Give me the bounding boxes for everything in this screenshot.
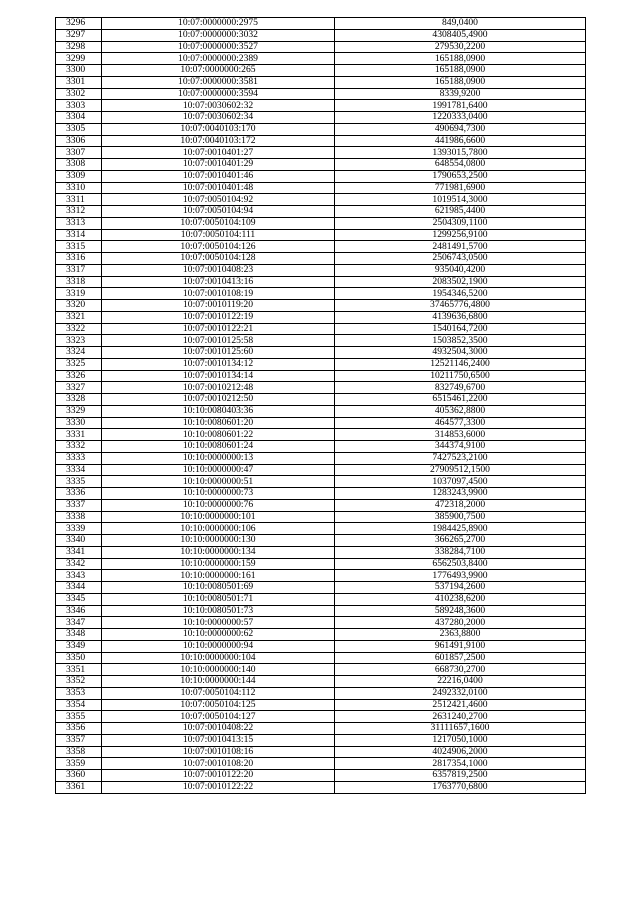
cadastral-number-cell: 10:10:0080601:24 — [102, 441, 335, 453]
value-cell: 165188,0900 — [335, 53, 586, 65]
value-cell: 648554,0800 — [335, 159, 586, 171]
row-number-cell: 3302 — [56, 88, 102, 100]
cadastral-number-cell: 10:10:0000000:62 — [102, 629, 335, 641]
table-row — [56, 217, 586, 229]
row-number-cell: 3361 — [56, 781, 102, 793]
value-cell: 1037097,4500 — [335, 476, 586, 488]
value-cell: 6515461,2200 — [335, 394, 586, 406]
value-cell: 849,0400 — [335, 18, 586, 30]
value-cell: 1763770,6800 — [335, 781, 586, 793]
row-number-cell: 3353 — [56, 687, 102, 699]
value-cell: 338284,7100 — [335, 546, 586, 558]
cadastral-number-cell: 10:07:0050104:92 — [102, 194, 335, 206]
row-number-cell: 3334 — [56, 464, 102, 476]
cadastral-number-cell: 10:07:0010401:48 — [102, 182, 335, 194]
cadastral-number-cell: 10:10:0000000:134 — [102, 546, 335, 558]
value-cell: 4308405,4900 — [335, 29, 586, 41]
cadastral-number-cell: 10:07:0030602:32 — [102, 100, 335, 112]
value-cell: 165188,0900 — [335, 76, 586, 88]
row-number-cell: 3299 — [56, 53, 102, 65]
value-cell: 2817354,1000 — [335, 758, 586, 770]
cadastral-number-cell: 10:10:0080501:69 — [102, 582, 335, 594]
cadastral-number-cell: 10:10:0080501:73 — [102, 605, 335, 617]
cadastral-number-cell: 10:07:0010212:50 — [102, 394, 335, 406]
value-cell: 832749,6700 — [335, 382, 586, 394]
row-number-cell: 3343 — [56, 570, 102, 582]
table-row — [56, 676, 586, 688]
row-number-cell: 3297 — [56, 29, 102, 41]
cadastral-number-cell: 10:07:0010122:20 — [102, 770, 335, 782]
table-row — [56, 335, 586, 347]
cadastral-number-cell: 10:10:0000000:94 — [102, 640, 335, 652]
table-row — [56, 734, 586, 746]
cadastral-number-cell: 10:10:0000000:140 — [102, 664, 335, 676]
table-row — [56, 629, 586, 641]
cadastral-number-cell: 10:07:0010413:16 — [102, 276, 335, 288]
cadastral-number-cell: 10:10:0000000:101 — [102, 511, 335, 523]
cadastral-number-cell: 10:07:0000000:2975 — [102, 18, 335, 30]
cadastral-number-cell: 10:07:0050104:126 — [102, 241, 335, 253]
row-number-cell: 3328 — [56, 394, 102, 406]
row-number-cell: 3323 — [56, 335, 102, 347]
row-number-cell: 3331 — [56, 429, 102, 441]
table-row — [56, 558, 586, 570]
row-number-cell: 3317 — [56, 264, 102, 276]
value-cell: 1283243,9900 — [335, 488, 586, 500]
table-row — [56, 441, 586, 453]
cadastral-number-cell: 10:07:0000000:3581 — [102, 76, 335, 88]
cadastral-number-cell: 10:07:0010108:16 — [102, 746, 335, 758]
table-row — [56, 687, 586, 699]
cadastral-number-cell: 10:07:0040103:170 — [102, 123, 335, 135]
table-row — [56, 746, 586, 758]
row-number-cell: 3351 — [56, 664, 102, 676]
cadastral-number-cell: 10:07:0010212:48 — [102, 382, 335, 394]
value-cell: 4932504,3000 — [335, 347, 586, 359]
cadastral-number-cell: 10:07:0050104:127 — [102, 711, 335, 723]
row-number-cell: 3309 — [56, 170, 102, 182]
value-cell: 2492332,0100 — [335, 687, 586, 699]
table-row — [56, 664, 586, 676]
cadastral-number-cell: 10:07:0040103:172 — [102, 135, 335, 147]
value-cell: 8339,9200 — [335, 88, 586, 100]
value-cell: 1540164,7200 — [335, 323, 586, 335]
table-row — [56, 170, 586, 182]
table-row — [56, 65, 586, 77]
value-cell: 4024906,2000 — [335, 746, 586, 758]
cadastral-number-cell: 10:07:0010125:60 — [102, 347, 335, 359]
row-number-cell: 3342 — [56, 558, 102, 570]
table-row — [56, 370, 586, 382]
row-number-cell: 3347 — [56, 617, 102, 629]
table-row — [56, 546, 586, 558]
table-row — [56, 652, 586, 664]
table-row — [56, 159, 586, 171]
cadastral-number-cell: 10:10:0080501:71 — [102, 593, 335, 605]
row-number-cell: 3329 — [56, 405, 102, 417]
row-number-cell: 3327 — [56, 382, 102, 394]
table-row — [56, 347, 586, 359]
table-row — [56, 41, 586, 53]
table-row — [56, 323, 586, 335]
table-row — [56, 264, 586, 276]
cadastral-number-cell: 10:07:0010401:27 — [102, 147, 335, 159]
table-row — [56, 429, 586, 441]
value-cell: 771981,6900 — [335, 182, 586, 194]
cadastral-number-cell: 10:07:0010125:58 — [102, 335, 335, 347]
row-number-cell: 3321 — [56, 311, 102, 323]
table-row — [56, 452, 586, 464]
row-number-cell: 3316 — [56, 253, 102, 265]
row-number-cell: 3332 — [56, 441, 102, 453]
table-row — [56, 770, 586, 782]
value-cell: 1019514,3000 — [335, 194, 586, 206]
value-cell: 1503852,3500 — [335, 335, 586, 347]
table-row — [56, 76, 586, 88]
table-row — [56, 758, 586, 770]
row-number-cell: 3325 — [56, 358, 102, 370]
row-number-cell: 3356 — [56, 723, 102, 735]
value-cell: 1790653,2500 — [335, 170, 586, 182]
table-row — [56, 640, 586, 652]
value-cell: 1220333,0400 — [335, 112, 586, 124]
row-number-cell: 3350 — [56, 652, 102, 664]
table-row — [56, 182, 586, 194]
table-row — [56, 593, 586, 605]
row-number-cell: 3333 — [56, 452, 102, 464]
cadastral-number-cell: 10:10:0000000:104 — [102, 652, 335, 664]
table-row — [56, 476, 586, 488]
cadastral-number-cell: 10:10:0000000:106 — [102, 523, 335, 535]
cadastral-number-cell: 10:10:0000000:47 — [102, 464, 335, 476]
value-cell: 441986,6600 — [335, 135, 586, 147]
row-number-cell: 3315 — [56, 241, 102, 253]
value-cell: 1954346,5200 — [335, 288, 586, 300]
row-number-cell: 3307 — [56, 147, 102, 159]
table-row — [56, 382, 586, 394]
cadastral-number-cell: 10:07:0010401:46 — [102, 170, 335, 182]
row-number-cell: 3324 — [56, 347, 102, 359]
row-number-cell: 3312 — [56, 206, 102, 218]
cadastral-number-cell: 10:07:0010108:19 — [102, 288, 335, 300]
row-number-cell: 3319 — [56, 288, 102, 300]
cadastral-number-cell: 10:07:0050104:128 — [102, 253, 335, 265]
row-number-cell: 3314 — [56, 229, 102, 241]
cadastral-number-cell: 10:10:0000000:57 — [102, 617, 335, 629]
table-row — [56, 570, 586, 582]
table-row — [56, 53, 586, 65]
row-number-cell: 3311 — [56, 194, 102, 206]
cadastral-number-cell: 10:10:0000000:144 — [102, 676, 335, 688]
table-row — [56, 488, 586, 500]
cadastral-number-cell: 10:10:0000000:73 — [102, 488, 335, 500]
cadastral-number-cell: 10:07:0000000:3032 — [102, 29, 335, 41]
value-cell: 366265,2700 — [335, 535, 586, 547]
cadastral-number-cell: 10:10:0000000:161 — [102, 570, 335, 582]
row-number-cell: 3305 — [56, 123, 102, 135]
cadastral-number-cell: 10:10:0080403:36 — [102, 405, 335, 417]
cadastral-number-cell: 10:10:0080601:20 — [102, 417, 335, 429]
value-cell: 2363,8800 — [335, 629, 586, 641]
value-cell: 601857,2500 — [335, 652, 586, 664]
value-cell: 589248,3600 — [335, 605, 586, 617]
row-number-cell: 3354 — [56, 699, 102, 711]
cadastral-number-cell: 10:07:0010119:20 — [102, 300, 335, 312]
cadastral-number-cell: 10:07:0000000:3527 — [102, 41, 335, 53]
row-number-cell: 3298 — [56, 41, 102, 53]
value-cell: 1299256,9100 — [335, 229, 586, 241]
row-number-cell: 3300 — [56, 65, 102, 77]
cadastral-number-cell: 10:07:0010122:22 — [102, 781, 335, 793]
cadastral-number-cell: 10:07:0000000:3594 — [102, 88, 335, 100]
value-cell: 935040,4200 — [335, 264, 586, 276]
value-cell: 31111657,1600 — [335, 723, 586, 735]
value-cell: 37465776,4800 — [335, 300, 586, 312]
row-number-cell: 3337 — [56, 499, 102, 511]
value-cell: 472318,2000 — [335, 499, 586, 511]
table-row — [56, 135, 586, 147]
table-body — [56, 18, 586, 794]
value-cell: 1776493,9900 — [335, 570, 586, 582]
value-cell: 537194,2600 — [335, 582, 586, 594]
value-cell: 1393015,7800 — [335, 147, 586, 159]
value-cell: 961491,9100 — [335, 640, 586, 652]
row-number-cell: 3349 — [56, 640, 102, 652]
row-number-cell: 3303 — [56, 100, 102, 112]
row-number-cell: 3339 — [56, 523, 102, 535]
row-number-cell: 3304 — [56, 112, 102, 124]
cadastral-number-cell: 10:10:0000000:159 — [102, 558, 335, 570]
row-number-cell: 3308 — [56, 159, 102, 171]
table-row — [56, 405, 586, 417]
row-number-cell: 3330 — [56, 417, 102, 429]
row-number-cell: 3318 — [56, 276, 102, 288]
row-number-cell: 3346 — [56, 605, 102, 617]
cadastral-number-cell: 10:07:0050104:125 — [102, 699, 335, 711]
cadastral-number-cell: 10:07:0030602:34 — [102, 112, 335, 124]
value-cell: 314853,6000 — [335, 429, 586, 441]
cadastral-number-cell: 10:07:0050104:94 — [102, 206, 335, 218]
table-row — [56, 311, 586, 323]
value-cell: 410238,6200 — [335, 593, 586, 605]
table-row — [56, 288, 586, 300]
value-cell: 1984425,8900 — [335, 523, 586, 535]
table-row — [56, 276, 586, 288]
value-cell: 1991781,6400 — [335, 100, 586, 112]
table-row — [56, 253, 586, 265]
value-cell: 385900,7500 — [335, 511, 586, 523]
value-cell: 1217050,1000 — [335, 734, 586, 746]
table-row — [56, 394, 586, 406]
table-row — [56, 605, 586, 617]
value-cell: 165188,0900 — [335, 65, 586, 77]
table-row — [56, 229, 586, 241]
cadastral-number-cell: 10:07:0050104:112 — [102, 687, 335, 699]
value-cell: 22216,0400 — [335, 676, 586, 688]
table-row — [56, 582, 586, 594]
cadastral-number-cell: 10:07:0010122:21 — [102, 323, 335, 335]
row-number-cell: 3359 — [56, 758, 102, 770]
row-number-cell: 3301 — [56, 76, 102, 88]
cadastral-number-cell: 10:07:0010413:15 — [102, 734, 335, 746]
table-row — [56, 88, 586, 100]
value-cell: 490694,7300 — [335, 123, 586, 135]
value-cell: 27909512,1500 — [335, 464, 586, 476]
value-cell: 10211750,6500 — [335, 370, 586, 382]
table-row — [56, 112, 586, 124]
cadastral-number-cell: 10:07:0010108:20 — [102, 758, 335, 770]
table-row — [56, 464, 586, 476]
cadastral-number-cell: 10:07:0000000:2389 — [102, 53, 335, 65]
value-cell: 2631240,2700 — [335, 711, 586, 723]
cadastral-number-cell: 10:07:0000000:265 — [102, 65, 335, 77]
table-row — [56, 123, 586, 135]
row-number-cell: 3355 — [56, 711, 102, 723]
row-number-cell: 3313 — [56, 217, 102, 229]
cadastral-number-cell: 10:07:0010122:19 — [102, 311, 335, 323]
value-cell: 7427523,2100 — [335, 452, 586, 464]
table-row — [56, 781, 586, 793]
table-row — [56, 206, 586, 218]
row-number-cell: 3326 — [56, 370, 102, 382]
row-number-cell: 3360 — [56, 770, 102, 782]
row-number-cell: 3344 — [56, 582, 102, 594]
cadastral-number-cell: 10:07:0010408:22 — [102, 723, 335, 735]
table-row — [56, 18, 586, 30]
value-cell: 464577,3300 — [335, 417, 586, 429]
table-row — [56, 699, 586, 711]
table-row — [56, 100, 586, 112]
cadastral-number-cell: 10:10:0000000:13 — [102, 452, 335, 464]
row-number-cell: 3335 — [56, 476, 102, 488]
cadastral-number-cell: 10:10:0000000:76 — [102, 499, 335, 511]
cadastral-number-cell: 10:07:0050104:111 — [102, 229, 335, 241]
value-cell: 4139636,6800 — [335, 311, 586, 323]
value-cell: 12521146,2400 — [335, 358, 586, 370]
value-cell: 2506743,0500 — [335, 253, 586, 265]
table-row — [56, 723, 586, 735]
cadastral-number-cell: 10:07:0050104:109 — [102, 217, 335, 229]
value-cell: 2083502,1900 — [335, 276, 586, 288]
table-row — [56, 499, 586, 511]
value-cell: 6357819,2500 — [335, 770, 586, 782]
table-row — [56, 358, 586, 370]
cadastral-number-cell: 10:07:0010401:29 — [102, 159, 335, 171]
row-number-cell: 3320 — [56, 300, 102, 312]
table-row — [56, 617, 586, 629]
value-cell: 668730,2700 — [335, 664, 586, 676]
cadastral-value-table — [55, 17, 586, 794]
row-number-cell: 3336 — [56, 488, 102, 500]
cadastral-number-cell: 10:10:0000000:130 — [102, 535, 335, 547]
value-cell: 437280,2000 — [335, 617, 586, 629]
value-cell: 279530,2200 — [335, 41, 586, 53]
cadastral-number-cell: 10:07:0010134:14 — [102, 370, 335, 382]
table-row — [56, 535, 586, 547]
value-cell: 344374,9100 — [335, 441, 586, 453]
row-number-cell: 3296 — [56, 18, 102, 30]
table-row — [56, 417, 586, 429]
table-row — [56, 29, 586, 41]
row-number-cell: 3322 — [56, 323, 102, 335]
value-cell: 621985,4400 — [335, 206, 586, 218]
row-number-cell: 3338 — [56, 511, 102, 523]
row-number-cell: 3345 — [56, 593, 102, 605]
cadastral-number-cell: 10:07:0010134:12 — [102, 358, 335, 370]
table-row — [56, 523, 586, 535]
cadastral-number-cell: 10:10:0080601:22 — [102, 429, 335, 441]
table-row — [56, 511, 586, 523]
value-cell: 6562503,8400 — [335, 558, 586, 570]
row-number-cell: 3358 — [56, 746, 102, 758]
table-row — [56, 711, 586, 723]
row-number-cell: 3306 — [56, 135, 102, 147]
row-number-cell: 3341 — [56, 546, 102, 558]
value-cell: 2512421,4600 — [335, 699, 586, 711]
row-number-cell: 3348 — [56, 629, 102, 641]
value-cell: 405362,8800 — [335, 405, 586, 417]
cadastral-number-cell: 10:07:0010408:23 — [102, 264, 335, 276]
table-row — [56, 147, 586, 159]
value-cell: 2481491,5700 — [335, 241, 586, 253]
row-number-cell: 3352 — [56, 676, 102, 688]
row-number-cell: 3340 — [56, 535, 102, 547]
value-cell: 2504309,1100 — [335, 217, 586, 229]
table-row — [56, 241, 586, 253]
row-number-cell: 3357 — [56, 734, 102, 746]
table-row — [56, 194, 586, 206]
row-number-cell: 3310 — [56, 182, 102, 194]
cadastral-number-cell: 10:10:0000000:51 — [102, 476, 335, 488]
table-row — [56, 300, 586, 312]
